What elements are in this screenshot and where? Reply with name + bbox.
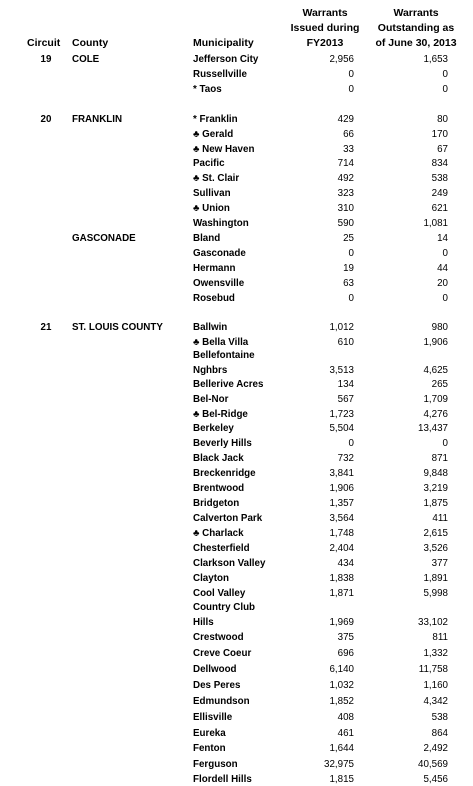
outstanding-cell: 40,569 (418, 759, 448, 770)
municipality-cell: Gasconade (193, 248, 246, 259)
outstanding-cell: 14 (437, 233, 448, 244)
issued-cell: 66 (343, 129, 354, 140)
header-issued-line3: FY2013 (306, 37, 344, 49)
outstanding-cell: 2,615 (423, 528, 448, 539)
issued-cell: 1,032 (329, 680, 354, 691)
municipality-cell: Jefferson City (193, 54, 259, 65)
issued-cell: 1,969 (329, 617, 354, 628)
municipality-cell: Fenton (193, 743, 226, 754)
issued-cell: 5,504 (329, 423, 354, 434)
outstanding-cell: 4,625 (423, 365, 448, 376)
municipality-cell: Ellisville (193, 712, 233, 723)
municipality-cell: Bridgeton (193, 498, 240, 509)
header-circuit: Circuit (27, 37, 61, 49)
outstanding-cell: 1,906 (423, 337, 448, 348)
circuit-cell: 21 (40, 322, 52, 333)
municipality-cell: Des Peres (193, 680, 241, 691)
header-outstanding-line3: of June 30, 2013 (375, 37, 457, 49)
municipality-cell: Bland (193, 233, 221, 244)
municipality-cell: Country Club (193, 602, 256, 613)
outstanding-cell: 0 (442, 293, 448, 304)
municipality-cell: Chesterfield (193, 543, 250, 554)
municipality-cell: Brentwood (193, 483, 245, 494)
outstanding-cell: 33,102 (418, 617, 448, 628)
municipality-cell: ♣ St. Clair (193, 173, 240, 184)
issued-cell: 375 (337, 632, 354, 643)
issued-cell: 1,815 (329, 774, 354, 785)
municipality-cell: Eureka (193, 728, 226, 739)
outstanding-cell: 538 (431, 173, 448, 184)
municipality-cell: Bellefontaine (193, 350, 255, 361)
outstanding-cell: 1,332 (423, 648, 448, 659)
municipality-cell: * Taos (193, 84, 222, 95)
outstanding-cell: 249 (431, 188, 448, 199)
issued-cell: 33 (343, 144, 354, 155)
outstanding-cell: 0 (442, 438, 448, 449)
issued-cell: 1,012 (329, 322, 354, 333)
municipality-cell: Black Jack (193, 453, 244, 464)
issued-cell: 310 (337, 203, 354, 214)
outstanding-cell: 9,848 (423, 468, 448, 479)
header-issued-line2: Issued during (290, 22, 360, 34)
municipality-cell: Ballwin (193, 322, 228, 333)
issued-cell: 19 (343, 263, 354, 274)
outstanding-cell: 811 (432, 632, 448, 643)
header-county: County (72, 37, 109, 49)
outstanding-cell: 5,456 (423, 774, 448, 785)
municipality-cell: Hermann (193, 263, 236, 274)
outstanding-cell: 2,492 (423, 743, 448, 754)
outstanding-cell: 20 (437, 278, 448, 289)
municipality-cell: Edmundson (193, 696, 250, 707)
issued-cell: 0 (348, 84, 354, 95)
municipality-cell: Sullivan (193, 188, 231, 199)
outstanding-cell: 1,160 (423, 680, 448, 691)
issued-cell: 1,838 (329, 573, 354, 584)
outstanding-cell: 1,891 (423, 573, 448, 584)
municipality-cell: Cool Valley (193, 588, 246, 599)
municipality-cell: Bellerive Acres (193, 379, 264, 390)
municipality-cell: Calverton Park (193, 513, 263, 524)
municipality-cell: Russellville (193, 69, 247, 80)
issued-cell: 3,564 (329, 513, 354, 524)
outstanding-cell: 1,653 (423, 54, 448, 65)
outstanding-cell: 13,437 (418, 423, 448, 434)
county-cell: FRANKLIN (72, 114, 123, 125)
municipality-cell: Breckenridge (193, 468, 256, 479)
issued-cell: 0 (348, 293, 354, 304)
outstanding-cell: 871 (431, 453, 448, 464)
municipality-cell: Bel-Nor (193, 394, 229, 405)
issued-cell: 1,723 (329, 409, 354, 420)
issued-cell: 1,644 (329, 743, 354, 754)
issued-cell: 1,852 (329, 696, 354, 707)
municipality-cell: * Franklin (193, 114, 238, 125)
issued-cell: 25 (343, 233, 354, 244)
outstanding-cell: 265 (431, 379, 448, 390)
header-municipality: Municipality (193, 37, 254, 49)
municipality-cell: Beverly Hills (193, 438, 252, 449)
municipality-cell: ♣ Gerald (193, 129, 234, 140)
outstanding-cell: 11,758 (418, 664, 448, 675)
issued-cell: 1,871 (329, 588, 354, 599)
municipality-cell: Pacific (193, 158, 225, 169)
circuit-cell: 20 (40, 114, 52, 125)
municipality-cell: Berkeley (193, 423, 234, 434)
header-issued-line1: Warrants (302, 7, 348, 19)
outstanding-cell: 1,709 (423, 394, 448, 405)
circuit-cell: 19 (40, 54, 52, 65)
issued-cell: 134 (337, 379, 354, 390)
county-cell: COLE (72, 54, 100, 65)
outstanding-cell: 4,342 (423, 696, 448, 707)
county-cell: GASCONADE (72, 233, 136, 244)
municipality-cell: Crestwood (193, 632, 244, 643)
outstanding-cell: 538 (431, 712, 448, 723)
municipality-cell: Dellwood (193, 664, 237, 675)
outstanding-cell: 5,998 (423, 588, 448, 599)
issued-cell: 2,404 (329, 543, 354, 554)
outstanding-cell: 1,875 (423, 498, 448, 509)
outstanding-cell: 0 (442, 84, 448, 95)
issued-cell: 590 (337, 218, 354, 229)
outstanding-cell: 864 (431, 728, 448, 739)
municipality-cell: ♣ Union (193, 203, 230, 214)
municipality-cell: ♣ New Haven (193, 144, 255, 155)
municipality-cell: ♣ Charlack (193, 528, 244, 539)
issued-cell: 492 (337, 173, 354, 184)
issued-cell: 408 (337, 712, 354, 723)
outstanding-cell: 980 (431, 322, 448, 333)
outstanding-cell: 1,081 (423, 218, 448, 229)
municipality-cell: Ferguson (193, 759, 238, 770)
issued-cell: 429 (337, 114, 354, 125)
issued-cell: 1,906 (329, 483, 354, 494)
issued-cell: 323 (337, 188, 354, 199)
outstanding-cell: 3,526 (423, 543, 448, 554)
municipality-cell: Nghbrs (193, 365, 228, 376)
issued-cell: 732 (337, 453, 354, 464)
issued-cell: 434 (337, 558, 354, 569)
municipality-cell: Rosebud (193, 293, 235, 304)
issued-cell: 32,975 (324, 759, 354, 770)
header-outstanding-line1: Warrants (393, 7, 439, 19)
issued-cell: 714 (337, 158, 354, 169)
outstanding-cell: 834 (431, 158, 448, 169)
issued-cell: 610 (337, 337, 354, 348)
issued-cell: 6,140 (329, 664, 354, 675)
issued-cell: 0 (348, 438, 354, 449)
issued-cell: 0 (348, 248, 354, 259)
municipality-cell: Creve Coeur (193, 648, 252, 659)
issued-cell: 461 (337, 728, 354, 739)
outstanding-cell: 621 (431, 203, 448, 214)
outstanding-cell: 3,219 (423, 483, 448, 494)
outstanding-cell: 4,276 (423, 409, 448, 420)
municipality-cell: ♣ Bel-Ridge (193, 409, 248, 420)
issued-cell: 1,357 (329, 498, 354, 509)
municipality-cell: Hills (193, 617, 214, 628)
issued-cell: 567 (337, 394, 354, 405)
municipality-cell: Flordell Hills (193, 774, 252, 785)
issued-cell: 63 (343, 278, 354, 289)
outstanding-cell: 44 (437, 263, 448, 274)
header-outstanding-line2: Outstanding as (377, 22, 455, 34)
issued-cell: 696 (337, 648, 354, 659)
outstanding-cell: 80 (437, 114, 448, 125)
outstanding-cell: 0 (442, 248, 448, 259)
municipality-cell: Washington (193, 218, 249, 229)
municipality-cell: Clayton (193, 573, 229, 584)
municipality-cell: Clarkson Valley (193, 558, 266, 569)
outstanding-cell: 170 (431, 129, 448, 140)
issued-cell: 2,956 (329, 54, 354, 65)
outstanding-cell: 67 (437, 144, 448, 155)
outstanding-cell: 0 (442, 69, 448, 80)
issued-cell: 1,748 (329, 528, 354, 539)
municipality-cell: Owensville (193, 278, 245, 289)
municipality-cell: ♣ Bella Villa (193, 337, 249, 348)
issued-cell: 0 (348, 69, 354, 80)
outstanding-cell: 411 (432, 513, 448, 524)
issued-cell: 3,513 (329, 365, 354, 376)
county-cell: ST. LOUIS COUNTY (72, 322, 163, 333)
outstanding-cell: 377 (431, 558, 448, 569)
issued-cell: 3,841 (329, 468, 354, 479)
